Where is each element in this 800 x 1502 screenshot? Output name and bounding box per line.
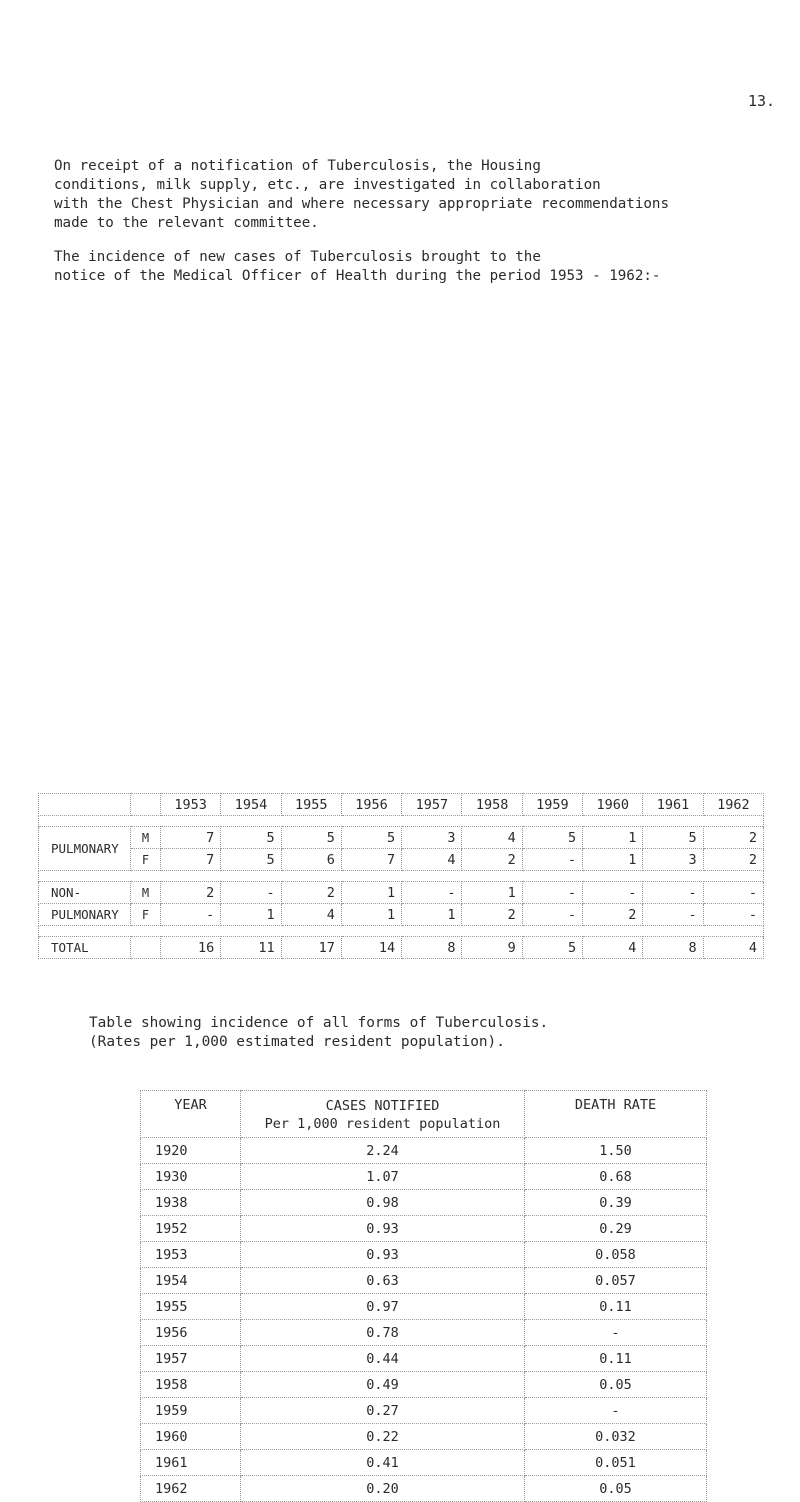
cases-cell: 0.44 bbox=[241, 1346, 525, 1372]
table-cell: 4 bbox=[281, 904, 341, 926]
cases-cell: 0.93 bbox=[241, 1216, 525, 1242]
table-cell: 1 bbox=[341, 882, 401, 904]
table-cell: 14 bbox=[341, 937, 401, 959]
table-row bbox=[141, 1190, 707, 1216]
year-cell: 1960 bbox=[141, 1424, 241, 1450]
table-cell: - bbox=[402, 882, 462, 904]
table-cell: 4 bbox=[583, 937, 643, 959]
cases-header-line-2: Per 1,000 resident population bbox=[264, 1116, 501, 1132]
year-cell: 1959 bbox=[141, 1398, 241, 1424]
non-pulmonary-label: NON- bbox=[39, 882, 131, 904]
blank-header-cell bbox=[131, 794, 161, 816]
table-cell: 16 bbox=[161, 937, 221, 959]
year-cell: 1954 bbox=[141, 1268, 241, 1294]
death-rate-cell: 0.11 bbox=[525, 1294, 707, 1320]
death-rate-cell: 1.50 bbox=[525, 1138, 707, 1164]
cases-cell: 0.49 bbox=[241, 1372, 525, 1398]
table-cell: 11 bbox=[221, 937, 281, 959]
table-cell: 1 bbox=[583, 849, 643, 871]
table-cell: 4 bbox=[703, 937, 763, 959]
death-rate-cell: 0.29 bbox=[525, 1216, 707, 1242]
table-cell: 4 bbox=[462, 827, 522, 849]
table-cell: - bbox=[643, 882, 703, 904]
table-cell: 5 bbox=[522, 827, 582, 849]
table-cell: 1 bbox=[402, 904, 462, 926]
non-pulmonary-female-row bbox=[39, 904, 764, 926]
table-cell: - bbox=[703, 904, 763, 926]
table-cell: 2 bbox=[703, 849, 763, 871]
male-label: M bbox=[131, 827, 161, 849]
male-label: M bbox=[131, 882, 161, 904]
table-cell: - bbox=[161, 904, 221, 926]
death-rate-cell: 0.051 bbox=[525, 1450, 707, 1476]
table-cell: 2 bbox=[462, 904, 522, 926]
death-rate-column-header: DEATH RATE bbox=[525, 1091, 707, 1138]
death-rate-cell: 0.032 bbox=[525, 1424, 707, 1450]
year-header: 1958 bbox=[462, 794, 522, 816]
death-rate-cell: - bbox=[525, 1398, 707, 1424]
table-row bbox=[141, 1476, 707, 1502]
table-cell: - bbox=[643, 904, 703, 926]
table-cell: 5 bbox=[522, 937, 582, 959]
cases-cell: 0.22 bbox=[241, 1424, 525, 1450]
year-header: 1955 bbox=[281, 794, 341, 816]
death-rate-cell: 0.057 bbox=[525, 1268, 707, 1294]
year-cell: 1957 bbox=[141, 1346, 241, 1372]
table-cell: - bbox=[703, 882, 763, 904]
table-cell: 5 bbox=[221, 827, 281, 849]
year-header: 1953 bbox=[161, 794, 221, 816]
year-cell: 1952 bbox=[141, 1216, 241, 1242]
table-cell: 9 bbox=[462, 937, 522, 959]
pulmonary-label: PULMONARY bbox=[39, 827, 131, 871]
death-rate-cell: 0.11 bbox=[525, 1346, 707, 1372]
death-rate-cell: - bbox=[525, 1320, 707, 1346]
table-cell: 4 bbox=[402, 849, 462, 871]
non-pulmonary-label-2: PULMONARY bbox=[39, 904, 131, 926]
table-cell: 5 bbox=[221, 849, 281, 871]
year-cell: 1956 bbox=[141, 1320, 241, 1346]
cases-cell: 0.27 bbox=[241, 1398, 525, 1424]
notifications-table bbox=[38, 793, 764, 959]
table-row bbox=[141, 1216, 707, 1242]
table-cell: 6 bbox=[281, 849, 341, 871]
table-row bbox=[141, 1424, 707, 1450]
cases-cell: 0.93 bbox=[241, 1242, 525, 1268]
table-cell: 2 bbox=[161, 882, 221, 904]
table-cell: 1 bbox=[341, 904, 401, 926]
death-rate-cell: 0.39 bbox=[525, 1190, 707, 1216]
table-cell: 17 bbox=[281, 937, 341, 959]
cases-cell: 1.07 bbox=[241, 1164, 525, 1190]
cases-cell: 0.20 bbox=[241, 1476, 525, 1502]
table-cell: - bbox=[221, 882, 281, 904]
table-cell: 1 bbox=[221, 904, 281, 926]
year-cell: 1962 bbox=[141, 1476, 241, 1502]
table-cell: 2 bbox=[462, 849, 522, 871]
cases-cell: 0.41 bbox=[241, 1450, 525, 1476]
table-row bbox=[141, 1268, 707, 1294]
table-cell: 7 bbox=[341, 849, 401, 871]
table-cell: 5 bbox=[341, 827, 401, 849]
page-number: 13. bbox=[748, 92, 776, 110]
year-cell: 1958 bbox=[141, 1372, 241, 1398]
table-row bbox=[141, 1138, 707, 1164]
total-label: TOTAL bbox=[39, 937, 131, 959]
incidence-paragraph: The incidence of new cases of Tuberculosis brought to the notice of the Medical Officer of Health during the period 1953 - 1962:- bbox=[54, 249, 661, 284]
table-cell: 2 bbox=[281, 882, 341, 904]
year-cell: 1920 bbox=[141, 1138, 241, 1164]
cases-header-line-1: CASES NOTIFIED bbox=[325, 1098, 440, 1114]
year-cell: 1955 bbox=[141, 1294, 241, 1320]
cases-cell: 2.24 bbox=[241, 1138, 525, 1164]
female-label: F bbox=[131, 849, 161, 871]
table-cell: 3 bbox=[643, 849, 703, 871]
table-cell: 7 bbox=[161, 827, 221, 849]
table-cell: 1 bbox=[583, 827, 643, 849]
blank-header-cell bbox=[39, 794, 131, 816]
table-cell: 3 bbox=[402, 827, 462, 849]
table-cell: 2 bbox=[703, 827, 763, 849]
table-row bbox=[141, 1450, 707, 1476]
rates-caption: Table showing incidence of all forms of Tuberculosis. (Rates per 1,000 estimated resident population). bbox=[89, 1015, 549, 1050]
pulmonary-female-row bbox=[39, 849, 764, 871]
cases-cell: 0.78 bbox=[241, 1320, 525, 1346]
table-cell: 5 bbox=[643, 827, 703, 849]
total-row bbox=[39, 937, 764, 959]
table-row bbox=[141, 1320, 707, 1346]
year-cell: 1938 bbox=[141, 1190, 241, 1216]
year-header: 1959 bbox=[522, 794, 582, 816]
female-label: F bbox=[131, 904, 161, 926]
table-row bbox=[141, 1294, 707, 1320]
table-row bbox=[141, 1372, 707, 1398]
table-cell: 8 bbox=[402, 937, 462, 959]
year-header: 1960 bbox=[583, 794, 643, 816]
year-header: 1956 bbox=[341, 794, 401, 816]
table-cell: - bbox=[522, 882, 582, 904]
notifications-header-row bbox=[39, 794, 764, 816]
cases-cell: 0.63 bbox=[241, 1268, 525, 1294]
cases-cell: 0.97 bbox=[241, 1294, 525, 1320]
table-row bbox=[141, 1164, 707, 1190]
pulmonary-male-row bbox=[39, 827, 764, 849]
death-rate-cell: 0.05 bbox=[525, 1476, 707, 1502]
table-row bbox=[141, 1242, 707, 1268]
table-cell: - bbox=[583, 882, 643, 904]
table-row bbox=[141, 1398, 707, 1424]
death-rate-cell: 0.058 bbox=[525, 1242, 707, 1268]
table-cell: 8 bbox=[643, 937, 703, 959]
cases-column-header bbox=[241, 1091, 525, 1138]
year-header: 1961 bbox=[643, 794, 703, 816]
death-rate-cell: 0.68 bbox=[525, 1164, 707, 1190]
rates-header-row bbox=[141, 1091, 707, 1138]
death-rate-cell: 0.05 bbox=[525, 1372, 707, 1398]
table-cell: 2 bbox=[583, 904, 643, 926]
year-header: 1957 bbox=[402, 794, 462, 816]
intro-paragraph: On receipt of a notification of Tuberculosis, the Housing conditions, milk supply, etc., are investigated in collaboration with the Chest Physician and where necessary appropriate recommendations made to the relevant committee. bbox=[54, 158, 669, 231]
table-cell: 1 bbox=[462, 882, 522, 904]
year-header: 1962 bbox=[703, 794, 763, 816]
year-cell: 1953 bbox=[141, 1242, 241, 1268]
table-cell: - bbox=[522, 849, 582, 871]
table-cell: - bbox=[522, 904, 582, 926]
table-row bbox=[141, 1346, 707, 1372]
year-cell: 1930 bbox=[141, 1164, 241, 1190]
cases-cell: 0.98 bbox=[241, 1190, 525, 1216]
table-cell: 5 bbox=[281, 827, 341, 849]
rates-table bbox=[140, 1090, 707, 1502]
year-column-header: YEAR bbox=[141, 1091, 241, 1138]
table-cell: 7 bbox=[161, 849, 221, 871]
non-pulmonary-male-row bbox=[39, 882, 764, 904]
year-cell: 1961 bbox=[141, 1450, 241, 1476]
blank-cell bbox=[131, 937, 161, 959]
year-header: 1954 bbox=[221, 794, 281, 816]
